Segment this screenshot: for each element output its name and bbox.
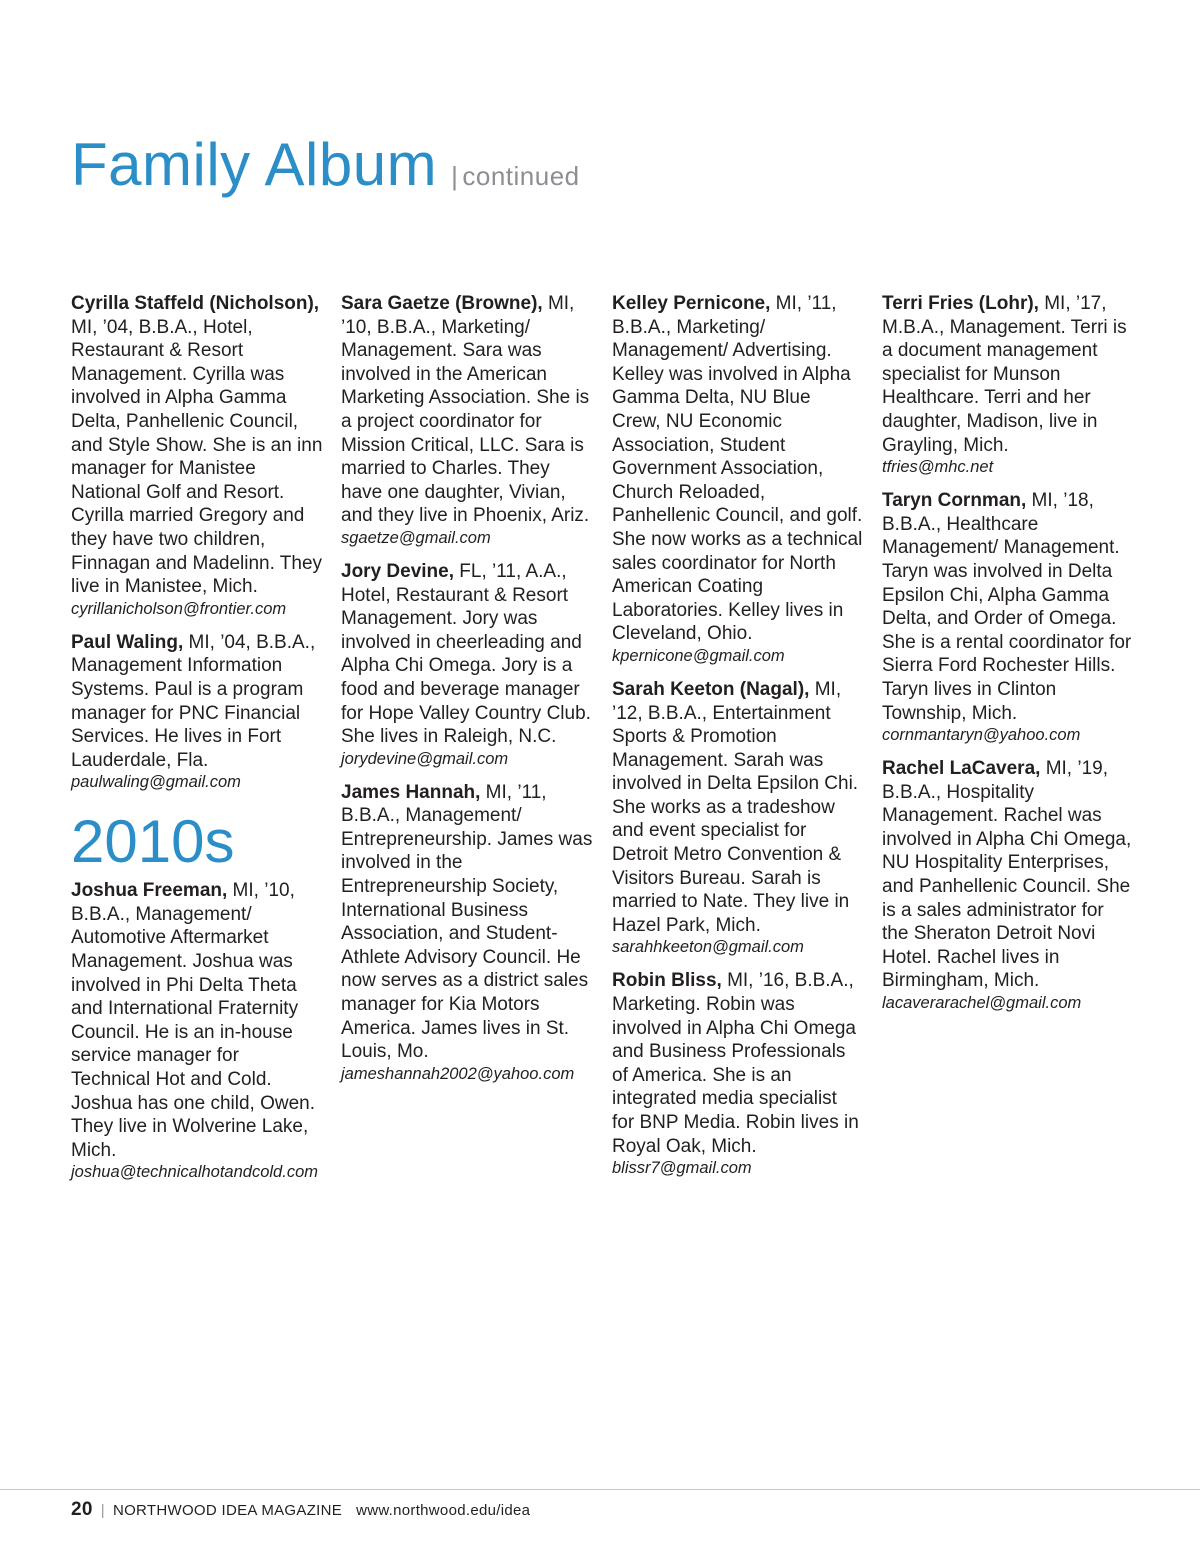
- alumni-entry: [71, 292, 323, 620]
- alumni-name: Terri Fries (Lohr),: [882, 293, 1039, 314]
- alumni-entry: [612, 969, 864, 1179]
- alumni-name: Sarah Keeton (Nagal),: [612, 678, 810, 700]
- alumni-bio: MI, ’18, B.B.A., Healthcare Management/ Management. Taryn was involved in Delta Epsilon Chi, Alpha Gamma Delta, and Order of Omega. She is a rental coordinator for Sierra Ford Rochester Hills. Taryn lives in Clinton Township, Mich.: [882, 490, 1132, 724]
- alumni-bio: MI, ’10, B.B.A., Management/ Automotive Aftermarket Management. Joshua was involved in Phi Delta Theta and International Fraternity Council. He is an in-house service manager for Technical Hot and Cold. Joshua has one child, Owen. They live in Wolverine Lake, Mich.: [71, 880, 315, 1161]
- alumni-bio: MI, ’04, B.B.A., Hotel, Restaurant & Resort Management. Cyrilla was involved in Alpha Gamma Delta, Panhellenic Council, and Style Show. She is an inn manager for Manistee National Golf and Resort. Cyrilla married Gregory and they have two children, Finnagan and Madelinn. They live in Manistee, Mich.: [71, 316, 323, 598]
- column-3: [612, 292, 864, 1190]
- page-title: [71, 130, 580, 199]
- alumni-name: Kelley Pernicone,: [612, 293, 771, 314]
- alumni-name: Paul Waling,: [71, 631, 184, 653]
- alumni-email[interactable]: tfries@mhc.net: [882, 458, 994, 477]
- decade-heading: 2010s: [71, 808, 235, 876]
- alumni-entry: [341, 560, 593, 770]
- alumni-name: Cyrilla Staffeld (Nicholson),: [71, 293, 320, 314]
- alumni-email[interactable]: cornmantaryn@yahoo.com: [882, 726, 1081, 745]
- page-title-main: Family Album: [71, 131, 438, 198]
- page-number: 20: [71, 1499, 93, 1520]
- alumni-bio: MI, ’11, B.B.A., Management/ Entrepreneurship. James was involved in the Entrepreneurship Society, International Business Association, and Student-Athlete Advisory Council. He now serves as a district sales manager for Kia Motors America. James lives in St. Louis, Mo.: [341, 781, 593, 1063]
- alumni-bio: MI, ’17, M.B.A., Management. Terri is a document management specialist for Munson Healthcare. Terri and her daughter, Madison, live in Grayling, Mich.: [882, 293, 1127, 456]
- alumni-email[interactable]: lacaverarachel@gmail.com: [882, 994, 1082, 1013]
- alumni-name: Robin Bliss,: [612, 970, 722, 992]
- alumni-bio: MI, ’10, B.B.A., Marketing/ Management. Sara was involved in the American Marketing Association. She is a project coordinator for Mission Critical, LLC. Sara is married to Charles. They have one daughter, Vivian, and they live in Phoenix, Ariz.: [341, 293, 590, 527]
- footer-divider: [0, 1489, 1200, 1490]
- alumni-entry: [612, 678, 864, 959]
- alumni-entry: [882, 292, 1134, 478]
- alumni-email[interactable]: paulwaling@gmail.com: [71, 773, 241, 792]
- column-2: [341, 292, 593, 1096]
- alumni-bio: MI, ’19, B.B.A., Hospitality Management. Rachel was involved in Alpha Chi Omega, NU Hospitality Enterprises, and Panhellenic Council. She is a sales administrator for the Sheraton Detroit Novi Hotel. Rachel lives in Birmingham, Mich.: [882, 758, 1132, 992]
- alumni-entry: [341, 292, 593, 549]
- magazine-name: NORTHWOOD IDEA MAGAZINE: [112, 1502, 343, 1519]
- alumni-entry: [71, 879, 323, 1183]
- alumni-bio: FL, ’11, A.A., Hotel, Restaurant & Resort Management. Jory was involved in cheerleading and Alpha Chi Omega. Jory is a food and beverage manager for Hope Valley Country Club. She lives in Raleigh, N.C.: [341, 560, 591, 748]
- alumni-email[interactable]: sarahhkeeton@gmail.com: [612, 938, 804, 957]
- alumni-email[interactable]: cyrillanicholson@frontier.com: [71, 599, 287, 618]
- alumni-email[interactable]: jorydevine@gmail.com: [341, 749, 509, 768]
- alumni-entry: [882, 757, 1134, 1014]
- alumni-name: James Hannah,: [341, 781, 481, 803]
- alumni-entry: [341, 781, 593, 1085]
- alumni-bio: MI, ’04, B.B.A., Management Information Systems. Paul is a program manager for PNC Financial Services. He lives in Fort Lauderdale, Fla.: [71, 631, 316, 771]
- alumni-entry: [71, 631, 323, 794]
- title-separator: |: [451, 161, 459, 191]
- alumni-entry: [882, 489, 1134, 746]
- page-footer: [71, 1499, 530, 1521]
- alumni-name: Jory Devine,: [341, 560, 454, 582]
- footer-separator: |: [100, 1502, 105, 1519]
- alumni-bio: MI, ’12, B.B.A., Entertainment Sports & Promotion Management. Sarah was involved in Delta Epsilon Chi. She works as a tradeshow and event specialist for Detroit Metro Convention & Visitors Bureau. Sarah is married to Nate. They live in Hazel Park, Mich.: [612, 678, 859, 936]
- alumni-email[interactable]: sgaetze@gmail.com: [341, 528, 491, 547]
- column-4: [882, 292, 1134, 1025]
- alumni-entry: [612, 292, 864, 667]
- alumni-name: Joshua Freeman,: [71, 880, 228, 902]
- alumni-bio: MI, ’11, B.B.A., Marketing/ Management/ Advertising. Kelley was involved in Alpha Gamma Delta, NU Blue Crew, NU Economic Association, Student Government Association, Church Reloaded, Panhellenic Council, and golf. She now works as a technical sales coordinator for North American Coating Laboratories. Kelley lives in Cleveland, Ohio.: [612, 293, 863, 645]
- magazine-url[interactable]: www.northwood.edu/idea: [356, 1502, 531, 1519]
- page-subtitle: continued: [462, 161, 580, 191]
- alumni-email[interactable]: blissr7@gmail.com: [612, 1159, 752, 1178]
- alumni-email[interactable]: joshua@technicalhotandcold.com: [71, 1163, 318, 1182]
- column-1: [71, 292, 323, 1194]
- alumni-email[interactable]: kpernicone@gmail.com: [612, 646, 785, 665]
- alumni-bio: MI, ’16, B.B.A., Marketing. Robin was involved in Alpha Chi Omega and Business Professionals of America. She is an integrated media specialist for BNP Media. Robin lives in Royal Oak, Mich.: [612, 970, 859, 1157]
- alumni-email[interactable]: jameshannah2002@yahoo.com: [341, 1064, 575, 1083]
- alumni-name: Taryn Cornman,: [882, 490, 1027, 512]
- alumni-name: Sara Gaetze (Browne),: [341, 293, 543, 314]
- alumni-name: Rachel LaCavera,: [882, 758, 1041, 780]
